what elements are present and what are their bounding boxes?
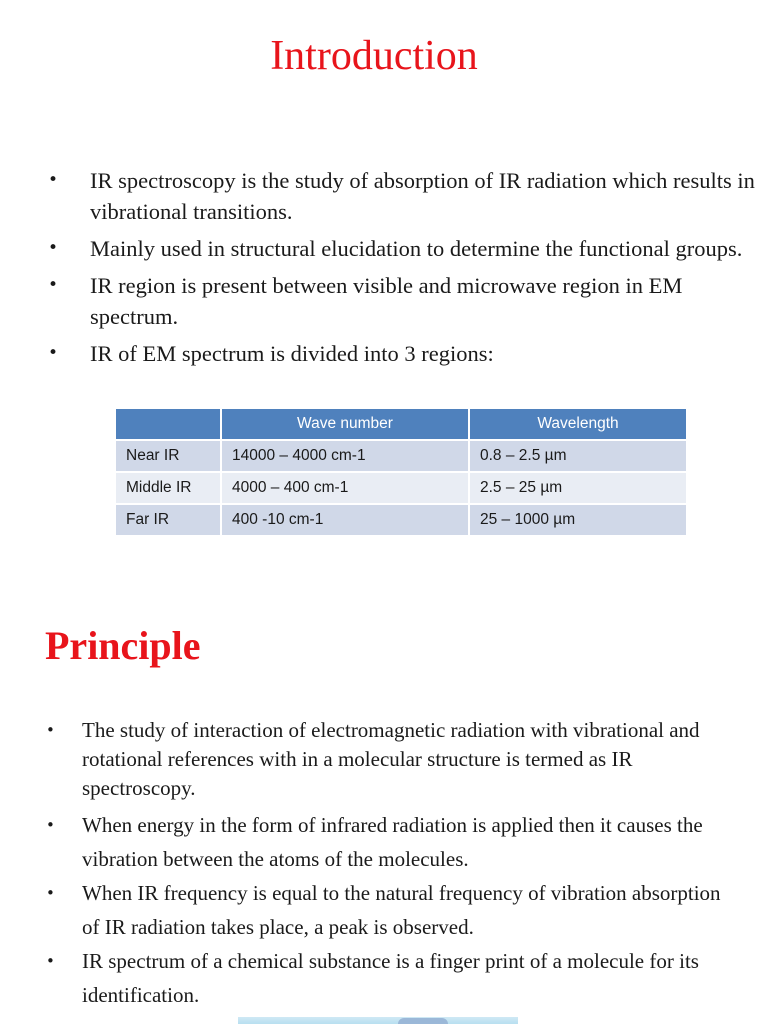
- table-cell-region: Middle IR: [116, 472, 221, 504]
- bullet-icon: •: [48, 238, 59, 258]
- table-header-row: [116, 409, 686, 440]
- bullet-icon: •: [46, 952, 55, 970]
- principle-bullet: [46, 808, 742, 876]
- table-cell-region: Far IR: [116, 504, 221, 535]
- table-row: [116, 440, 686, 472]
- principle-bullet-text: The study of interaction of electromagnetic radiation with vibrational and rotational references with in a molecular structure is termed as IR spectroscopy.: [82, 718, 700, 800]
- introduction-bullet-text: IR region is present between visible and microwave region in EM spectrum.: [90, 273, 683, 329]
- table-header-wave-number: Wave number: [221, 409, 469, 440]
- introduction-bullet-list: [48, 165, 755, 375]
- ir-regions-table: [116, 409, 686, 535]
- principle-title: Principle: [45, 623, 201, 668]
- table-cell-wavelength: 0.8 – 2.5 µm: [469, 440, 686, 472]
- principle-bullet-text: When energy in the form of infrared radiation is applied then it causes the vibration between the atoms of the molecules.: [82, 813, 703, 871]
- table-header-wavelength: Wavelength: [469, 409, 686, 440]
- table-cell-wavelength: 25 – 1000 µm: [469, 504, 686, 535]
- introduction-bullet-text: IR of EM spectrum is divided into 3 regions:: [90, 341, 494, 366]
- table-cell-wavelength: 2.5 – 25 µm: [469, 472, 686, 504]
- table-cell-wave-number: 14000 – 4000 cm-1: [221, 440, 469, 472]
- bullet-icon: •: [46, 721, 55, 739]
- principle-bullet-list: [46, 716, 742, 1012]
- principle-bullet: [46, 944, 742, 1012]
- introduction-title: Introduction: [270, 33, 478, 79]
- bullet-icon: •: [46, 816, 55, 834]
- principle-bullet: [46, 876, 742, 944]
- table-row: [116, 504, 686, 535]
- bottom-figure-image: [238, 1017, 518, 1024]
- introduction-bullet: [48, 233, 755, 264]
- introduction-bullet-text: Mainly used in structural elucidation to determine the functional groups.: [90, 236, 743, 261]
- principle-bullet-text: When IR frequency is equal to the natural frequency of vibration absorption of IR radiation takes place, a peak is observed.: [82, 881, 721, 939]
- introduction-bullet: [48, 270, 755, 332]
- bullet-icon: •: [48, 170, 59, 190]
- bullet-icon: •: [46, 884, 55, 902]
- table-cell-wave-number: 4000 – 400 cm-1: [221, 472, 469, 504]
- introduction-bullet: [48, 165, 755, 227]
- introduction-bullet-text: IR spectroscopy is the study of absorption of IR radiation which results in vibrational transitions.: [90, 168, 755, 224]
- table-cell-wave-number: 400 -10 cm-1: [221, 504, 469, 535]
- bullet-icon: •: [48, 275, 59, 295]
- table-header-cell: [116, 409, 221, 440]
- principle-bullet: [46, 716, 742, 803]
- bullet-icon: •: [48, 343, 59, 363]
- table-row: [116, 472, 686, 504]
- principle-bullet-text: IR spectrum of a chemical substance is a finger print of a molecule for its identification.: [82, 949, 699, 1007]
- table-cell-region: Near IR: [116, 440, 221, 472]
- introduction-bullet: [48, 338, 755, 369]
